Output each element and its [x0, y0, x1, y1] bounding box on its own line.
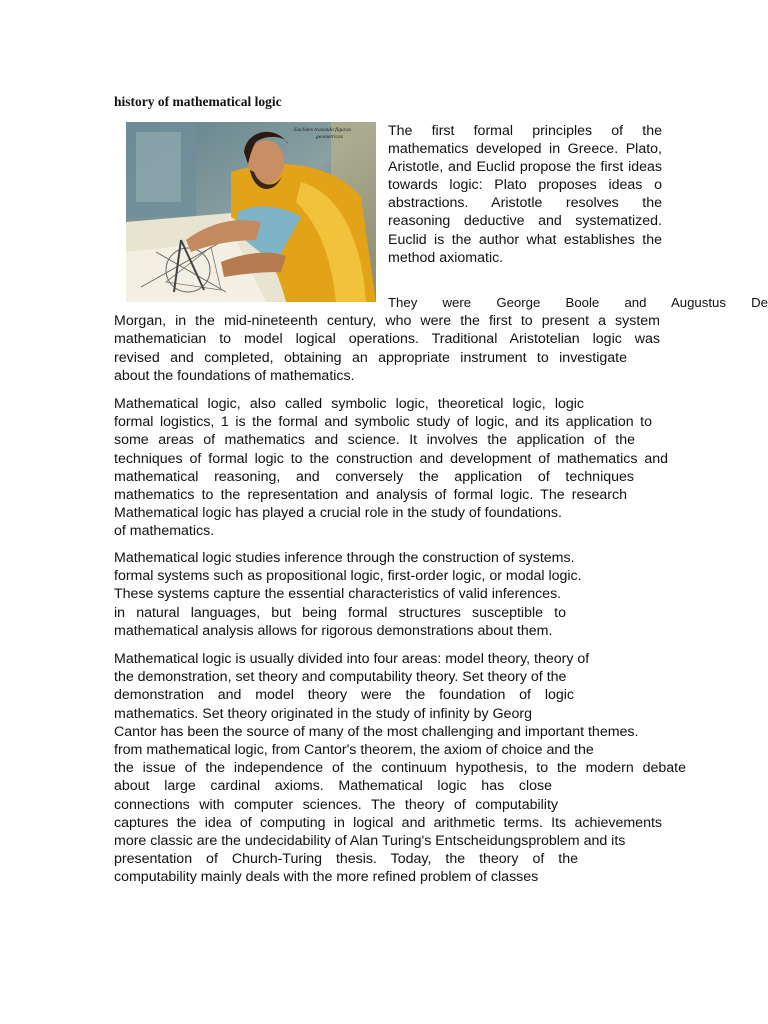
- text-line: Mathematical logic is usually divided into four areas: model theory, theory of: [114, 651, 590, 667]
- text-line: Mathematical logic, also called symbolic logic, theoretical logic, logic: [114, 396, 584, 412]
- paragraph-inference: [114, 549, 611, 640]
- text-line: captures the idea of computing in logical and arithmetic terms. Its achievements: [114, 814, 662, 831]
- caption-line-2: geometricas: [316, 134, 343, 140]
- euclid-drawing-image: [126, 122, 376, 302]
- euclid-illustration: [126, 122, 376, 302]
- text-line: mathematical analysis allows for rigorous demonstrations about them.: [114, 622, 553, 639]
- text-line: mathematician to model logical operations. Traditional Aristotelian logic was: [114, 331, 660, 348]
- text-line: These systems capture the essential characteristics of valid inferences.: [114, 586, 562, 603]
- text-line: of mathematics.: [114, 523, 215, 540]
- text-line: Cantor has been the source of many of the most challenging and important themes.: [114, 723, 639, 740]
- text-line: revised and completed, obtaining an appropriate instrument to investigate: [114, 349, 627, 366]
- caption-line-1: Euclides trazando figuras: [294, 127, 351, 133]
- text-line: connections with computer sciences. The theory of computability: [114, 796, 558, 813]
- paragraph-definition: [114, 395, 668, 541]
- text-line: computability mainly deals with the more refined problem of classes: [114, 869, 539, 886]
- text-line: formal logistics, 1 is the formal and symbolic study of logic, and its application to: [114, 414, 652, 431]
- text-line: presentation of Church-Turing thesis. Today, the theory of the: [114, 851, 578, 868]
- text-line: in natural languages, but being formal structures susceptible to: [114, 604, 566, 621]
- text-line: They were George Boole and Augustus De: [388, 295, 768, 310]
- text-line: about the foundations of mathematics.: [114, 367, 355, 384]
- text-line: from mathematical logic, from Cantor's theorem, the axiom of choice and the: [114, 741, 594, 758]
- text-line: the demonstration, set theory and computability theory. Set theory of the: [114, 669, 567, 686]
- intro-paragraph: The first formal principles of the mathematics developed in Greece. Plato, Aristotle, and Euclid propose the first ideas towards logic: Plato proposes ideas o abstractions. Aristotle resolves the reasoning deductive and systematized. Euclid is the author what establishes the method axiomatic.: [388, 123, 662, 266]
- text-line: mathematical reasoning, and conversely the application of techniques: [114, 468, 634, 485]
- text-line: about large cardinal axioms. Mathematical logic has close: [114, 778, 552, 795]
- text-line: the issue of the independence of the continuum hypothesis, to the modern debate: [114, 760, 686, 777]
- text-line: mathematics. Set theory originated in the study of infinity by Georg: [114, 705, 532, 722]
- text-line: demonstration and model theory were the foundation of logic: [114, 687, 574, 704]
- paragraph-boole: [114, 294, 768, 385]
- paragraph-four-areas: [114, 650, 686, 886]
- text-line: Mathematical logic studies inference through the construction of systems.: [114, 550, 575, 566]
- text-line: Morgan, in the mid-nineteenth century, who were the first to present a system: [114, 313, 660, 330]
- text-line: formal systems such as propositional logic, first-order logic, or modal logic.: [114, 568, 582, 585]
- text-line: techniques of formal logic to the construction and development of mathematics and: [114, 450, 668, 467]
- text-line: Mathematical logic has played a crucial role in the study of foundations.: [114, 505, 562, 522]
- text-line: mathematics to the representation and analysis of formal logic. The research: [114, 486, 627, 503]
- text-line: some areas of mathematics and science. It involves the application of the: [114, 432, 635, 449]
- document-title: history of mathematical logic: [114, 94, 282, 109]
- text-line: more classic are the undecidability of Alan Turing's Entscheidungsproblem and its: [114, 832, 626, 849]
